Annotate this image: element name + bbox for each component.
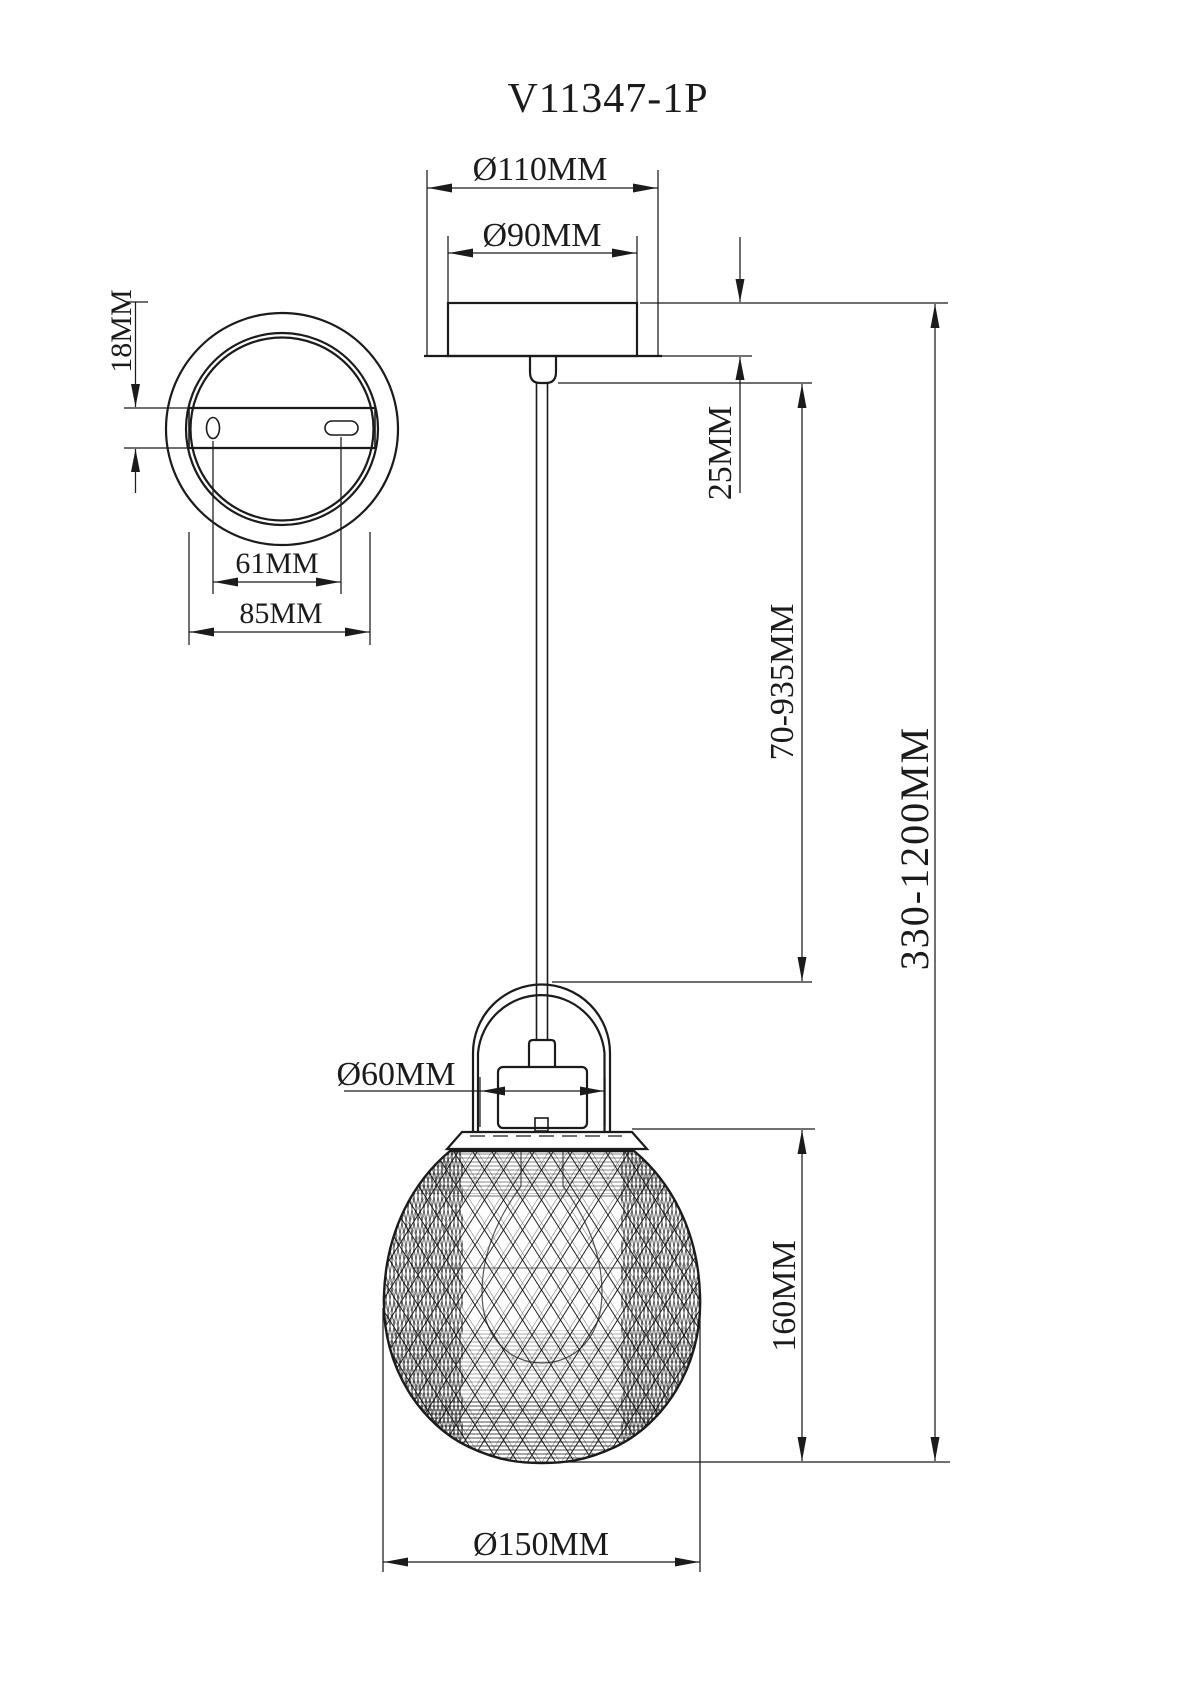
dim-canopy-height — [640, 237, 948, 500]
mesh-shade — [380, 1146, 705, 1468]
dim-canopy-diameter-label: Ø110MM — [472, 151, 608, 188]
dim-bracket-height-label: 18MM — [105, 289, 138, 373]
dim-shade-diameter-label: Ø150MM — [472, 1526, 610, 1563]
shade-collar — [447, 1132, 647, 1149]
cord-connector — [529, 1040, 555, 1067]
lamp-socket — [498, 1067, 587, 1128]
dim-canopy-inner-diameter — [448, 217, 637, 303]
screw-slot-right — [325, 421, 358, 435]
dim-canopy-inner-diameter-label: Ø90MM — [482, 217, 602, 254]
canopy-inner-circle-2 — [191, 338, 374, 521]
drawing-title: V11347-1P — [507, 76, 709, 122]
cord-grip — [530, 356, 556, 383]
dim-hole-spacing-label: 61MM — [235, 547, 319, 580]
dim-overall-height-label: 330-1200MM — [892, 725, 937, 971]
dim-canopy-height-label: 25MM — [702, 405, 739, 501]
suspension-cord — [537, 383, 548, 1040]
dim-bracket-width-label: 85MM — [239, 597, 323, 630]
pendant-front-view — [380, 303, 705, 1468]
screw-hole-left — [207, 418, 220, 439]
mounting-bracket — [189, 408, 375, 448]
dim-bracket-height — [105, 289, 192, 493]
dim-overall-height — [892, 304, 940, 1461]
dim-shade-height-label: 160MM — [766, 1240, 803, 1352]
canopy-outer-circle — [166, 313, 398, 545]
cage-handle-arch — [473, 985, 610, 1134]
dim-cage-diameter-label: Ø60MM — [336, 1056, 456, 1093]
mounting-plate-top-view — [105, 289, 398, 645]
canopy-inner-circle — [186, 333, 378, 525]
dim-cord-length — [552, 383, 812, 982]
ceiling-canopy — [448, 303, 637, 356]
dim-cord-length-label: 70-935MM — [764, 603, 801, 761]
